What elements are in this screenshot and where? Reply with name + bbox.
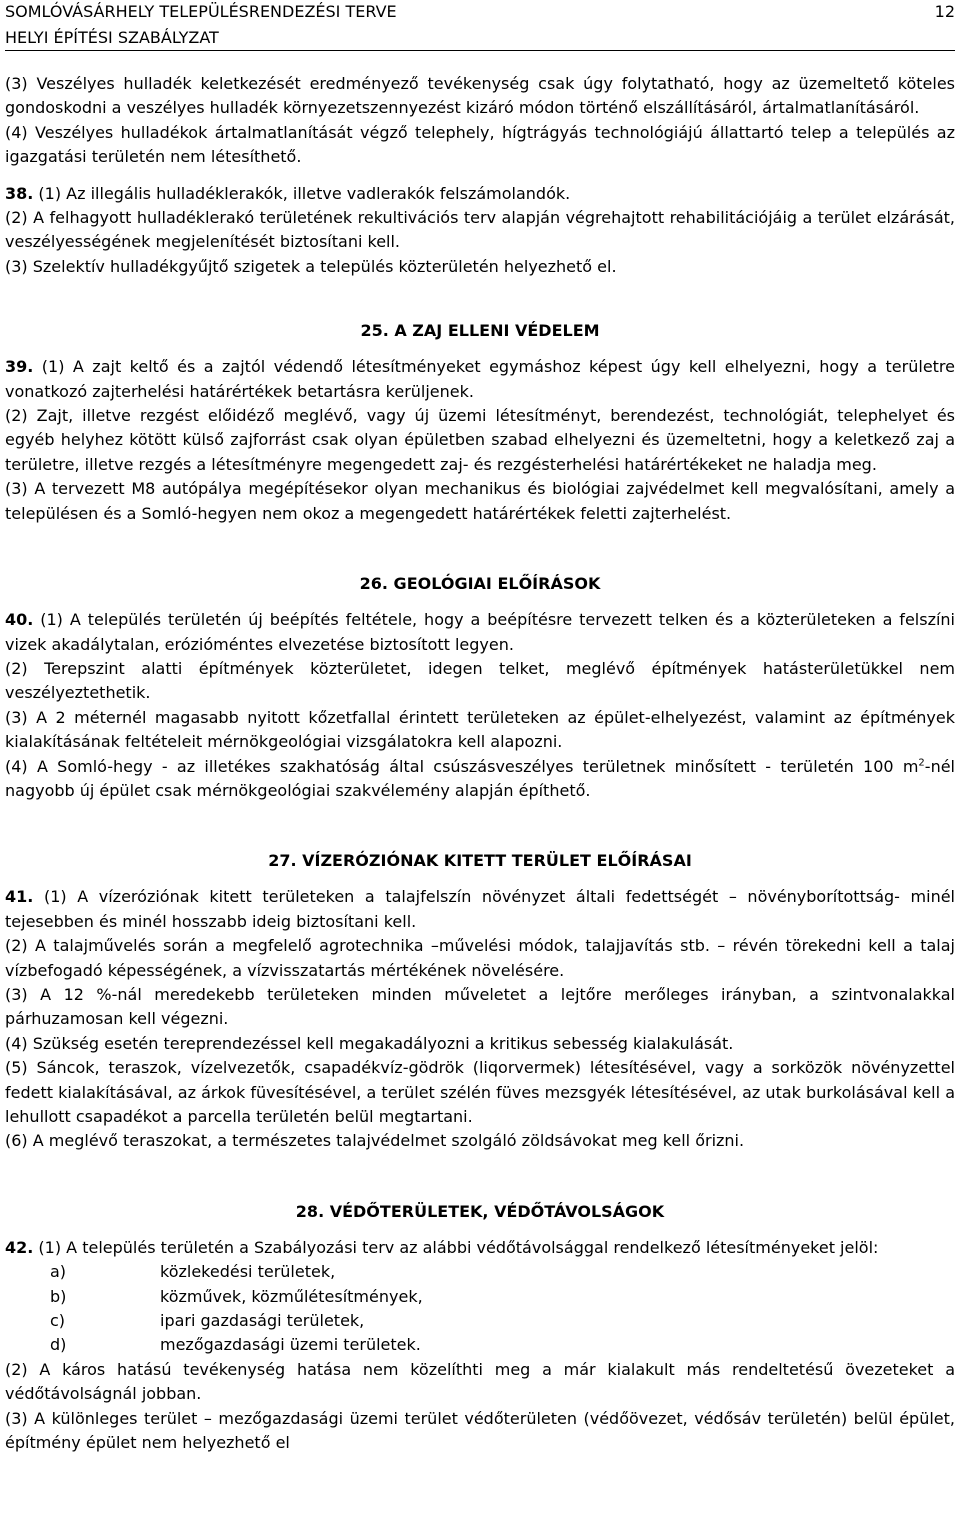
list-item (5, 1285, 955, 1309)
paragraph-text: -nél nagyobb új épület csak mérnökgeológiai szakvélemény alapján építhető. (5, 756, 955, 800)
facility-list (5, 1260, 955, 1358)
section-42 (5, 1236, 955, 1260)
paragraph: (2) Zajt, illetve rezgést előidéző meglévő, vagy új üzemi létesítményt, berendezést, technológiát, telephelyet és egyéb helyhez kötött külső zajforrást csak olyan épületben szabad elhelyezni és üzemeltetni, hogy a keletkező zaj a területre, illetve rezgés a létesítményre megengedett zaj- és rezgésterhelési határértékeket ne haladja meg. (5, 406, 955, 474)
list-item (5, 1260, 955, 1284)
list-text: közlekedési területek, (160, 1262, 336, 1282)
list-text: közművek, közműlétesítmények, (160, 1286, 423, 1306)
paragraph: (4) Szükség esetén tereprendezéssel kell megakadályozni a kritikus sebesség kialakulását. (5, 1033, 734, 1053)
section-40 (5, 608, 955, 657)
list-label: d) (50, 1335, 67, 1355)
page-number: 12 (934, 2, 955, 21)
list-item (5, 1333, 955, 1357)
list-text: mezőgazdasági üzemi területek. (160, 1335, 421, 1355)
page-header (5, 0, 955, 51)
header-line-1 (5, 0, 955, 24)
paragraph: (6) A meglévő teraszokat, a természetes talajvédelmet szolgáló zöldsávokat meg kell őrizni. (5, 1131, 745, 1151)
superscript: 2 (918, 757, 925, 769)
section-number: 39. (5, 357, 34, 377)
section-text: (1) A település területén a Szabályozási terv az alábbi védőtávolsággal rendelkező létesítményeket jelöl: (33, 1237, 879, 1257)
paragraph: (3) A 12 %-nál meredekebb területeken minden műveletet a lejtőre merőleges irányban, a szintvonalakkal párhuzamosan kell végezni. (5, 984, 955, 1029)
list-item (5, 1309, 955, 1333)
section-number: 40. (5, 610, 34, 630)
paragraph: (3) A 2 méternél magasabb nyitott kőzetfallal érintett területeken az épület-elhelyezést, valamint az építmények kialakításának feltételeit mérnökgeológiai vizsgálatokra kell alapozni. (5, 707, 955, 752)
document-body (5, 72, 955, 1455)
section-39 (5, 355, 955, 404)
paragraph: (2) A felhagyott hulladéklerakó területének rekultivációs terv alapján végrehajtott rehabilitációjáig a terület elzárását, veszélyességének megjelenítését biztosítani kell. (5, 208, 955, 252)
section-text: (1) A vízeróziónak kitett területeken a talajfelszín növényzet általi fedettségét – növényborítottság- minél tejesebben és minél hosszabb ideig biztosítani kell. (5, 887, 955, 931)
section-number: 38. (5, 183, 34, 203)
paragraph: (3) A tervezett M8 autópálya megépítésekor olyan mechanikus és biológiai zajvédelmet kell megvalósítani, amely a településen és a Somló-hegyen nem okoz a megengedett határértékek feletti zajterhelést. (5, 479, 955, 523)
section-number: 42. (5, 1237, 34, 1257)
list-label: a) (50, 1262, 67, 1282)
paragraph: (2) A káros hatású tevékenység hatása nem közelíthti meg a már kialakult más rendeltetésű övezeteket a védőtávolságnál jobban. (5, 1359, 955, 1404)
paragraph-text: (4) A Somló-hegy - az illetékes szakhatóság által csúszásveszélyes területnek minősített - területén 100 m (5, 756, 919, 776)
header-line-2 (5, 26, 955, 51)
paragraph: (3) Szelektív hulladékgyűjtő szigetek a település közterületén helyezhető el. (5, 256, 617, 276)
section-text: (1) A zajt keltő és a zajtól védendő létesítményeket egymáshoz képest úgy kell elhelyezni, hogy a területre vonatkozó zajterhelési határértékek betartásra kerüljenek. (5, 357, 955, 401)
section-text: (1) A település területén új beépítés feltétele, hogy a beépítésre tervezett telken és a közterületeken a felszíni vizek akadálytalan, erózióméntes elvezetése biztosított legyen. (5, 610, 955, 654)
paragraph (5, 755, 955, 804)
list-label: c) (50, 1311, 66, 1331)
list-text: ipari gazdasági területek, (160, 1311, 365, 1331)
paragraph: (3) A különleges terület – mezőgazdasági üzemi terület védőterületen (védőövezet, védősáv területén) belül épület, építmény épület nem helyezhető el (5, 1408, 955, 1453)
header-subtitle: HELYI ÉPÍTÉSI SZABÁLYZAT (5, 28, 219, 47)
paragraph: (2) Terepszint alatti építmények közterületet, idegen telket, meglévő építmények hatásterületükkel nem veszélyeztethetik. (5, 658, 955, 703)
section-41 (5, 885, 955, 934)
list-label: b) (50, 1286, 67, 1306)
paragraph: (3) Veszélyes hulladék keletkezését eredményező tevékenység csak úgy folytatható, hogy az üzemeltető köteles gondoskodni a veszélyes hulladék környezetszennyezést kizáró módon történő elszállításáról, ártalmatlanításáról. (5, 74, 955, 118)
paragraph: (5) Sáncok, teraszok, vízelvezetők, csapadékvíz-gödrök (liqorvermek) létesítésével, vagy a sorközök növényzettel fedett kialakításával, az árkok füvesítésével, a terület szélén füves mezsgyék létesítésével, az utak burkolásával kell a lehullott csapadékot a parcella területén belül megtartani. (5, 1058, 955, 1126)
section-title-25: 25. A ZAJ ELLENI VÉDELEM (360, 321, 600, 341)
section-38 (5, 182, 955, 206)
section-number: 41. (5, 887, 34, 907)
paragraph: (4) Veszélyes hulladékok ártalmatlanítását végző telephely, hígtrágyás technológiájú állattartó telep a település az igazgatási területén nem létesíthető. (5, 122, 955, 167)
section-title-28: 28. VÉDŐTERÜLETEK, VÉDŐTÁVOLSÁGOK (295, 1201, 665, 1221)
header-title: SOMLÓVÁSÁRHELY TELEPÜLÉSRENDEZÉSI TERVE (5, 2, 397, 21)
section-title-27: 27. VÍZERÓZIÓNAK KITETT TERÜLET ELŐÍRÁSAI (268, 851, 692, 871)
paragraph: (2) A talajművelés során a megfelelő agrotechnika –művelési módok, talajjavítás stb. – révén törekedni kell a talaj vízbefogadó képességének, a vízvisszatartás mértékének növelésére. (5, 936, 955, 980)
section-text: (1) Az illegális hulladéklerakók, illetve vadlerakók felszámolandók. (33, 183, 571, 203)
section-title-26: 26. GEOLÓGIAI ELŐÍRÁSOK (359, 574, 601, 594)
